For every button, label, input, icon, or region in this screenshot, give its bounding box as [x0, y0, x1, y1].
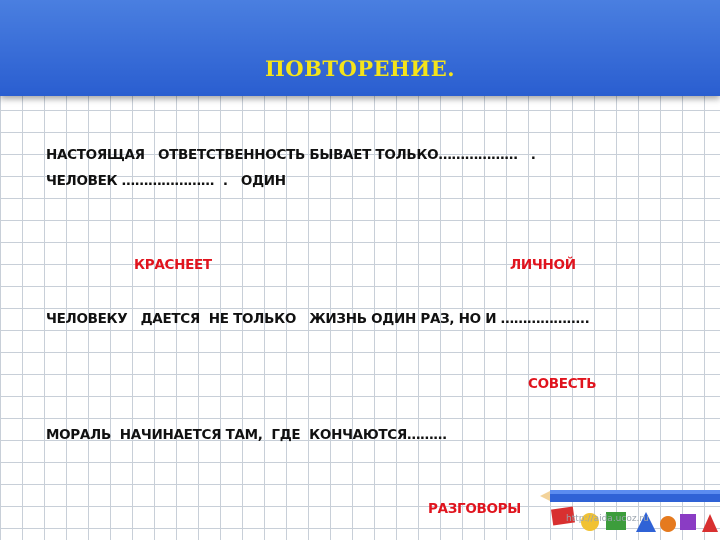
watermark-url: http://aida.ucoz.ru	[566, 514, 649, 524]
answer-conscience: СОВЕСТЬ	[528, 376, 597, 392]
answer-talks: РАЗГОВОРЫ	[428, 501, 521, 517]
answer-blushes: КРАСНЕЕТ	[134, 257, 212, 273]
header-banner	[0, 0, 720, 96]
red-triangle-shape	[702, 514, 718, 532]
question-2-line: ЧЕЛОВЕКУ ДАЕТСЯ НЕ ТОЛЬКО ЖИЗНЬ ОДИН РАЗ, НО И ………………..	[46, 311, 590, 327]
page-title: ПОВТОРЕНИЕ.	[264, 56, 456, 81]
question-3-line: МОРАЛЬ НАЧИНАЕТСЯ ТАМ, ГДЕ КОНЧАЮТСЯ………	[46, 427, 447, 443]
question-1-line-2: ЧЕЛОВЕК ………………… . ОДИН	[46, 173, 286, 189]
orange-ball-shape	[660, 516, 676, 532]
answer-personal: ЛИЧНОЙ	[510, 257, 576, 273]
pencil-highlight	[550, 490, 720, 494]
question-1-line-1: НАСТОЯЩАЯ ОТВЕТСТВЕННОСТЬ БЫВАЕТ ТОЛЬКО……………… .	[46, 147, 536, 163]
pencil-and-shapes-decoration	[540, 484, 720, 540]
purple-block-shape	[680, 514, 696, 530]
pencil-tip	[540, 491, 550, 501]
